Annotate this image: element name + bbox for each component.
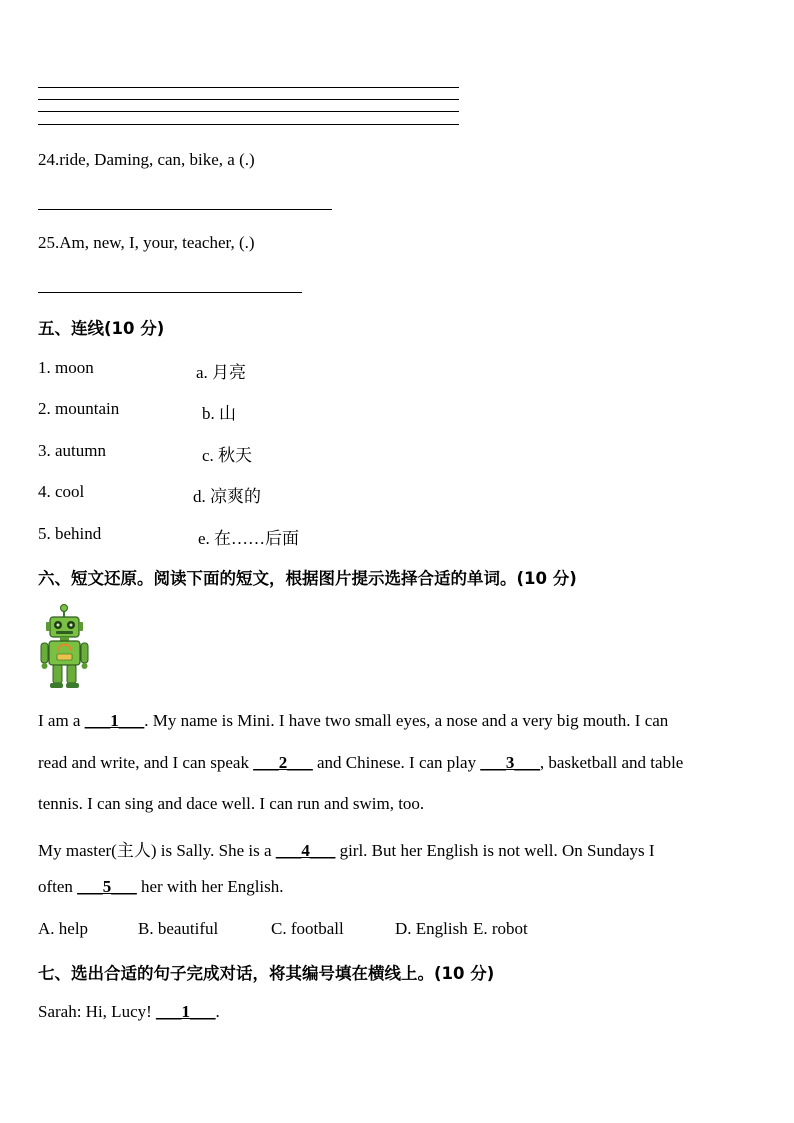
blank-1[interactable]: ___1___ <box>84 711 145 730</box>
match-left-2: 2. mountain <box>38 399 120 418</box>
sentence-25 <box>38 233 255 253</box>
passage-line-3: tennis. I can sing and dace well. I can run and swim, too. <box>38 794 425 813</box>
sentence-number: 24. <box>38 150 60 169</box>
section6-title: 六、短文还原。阅读下面的短文，根据图片提示选择合适的单词。(10 分) <box>38 569 577 588</box>
passage-line-2: read and write, and I can speak ___2___ and Chinese. I can play ___3___, basketball and table <box>38 753 684 772</box>
sentence-24 <box>38 150 255 170</box>
robot-icon <box>38 603 92 691</box>
match-left-3: 3. autumn <box>38 441 106 460</box>
blank-3[interactable]: ___3___ <box>480 753 540 772</box>
answer-line[interactable] <box>38 292 302 293</box>
section7-title: 七、选出合适的句子完成对话，将其编号填在横线上。(10 分) <box>38 964 495 983</box>
answer-line <box>38 87 459 88</box>
match-right-5: e. 在……后面 <box>198 529 300 548</box>
blank-5[interactable]: ___5___ <box>77 877 137 896</box>
answer-line <box>38 111 459 112</box>
robot-icon <box>38 603 92 691</box>
passage-line-1: I am a ___1___. My name is Mini. I have two small eyes, a nose and a very big mouth. I can <box>38 711 669 730</box>
match-left-4: 4. cool <box>38 482 85 501</box>
passage-line-4: My master(主人) is Sally. She is a ___4___ girl. But her English is not well. On Sundays I <box>38 841 655 860</box>
answer-line <box>38 124 459 125</box>
blank-4[interactable]: ___4___ <box>275 841 336 860</box>
dialogue-blank-1[interactable]: ___1___ <box>156 1002 216 1021</box>
answer-line <box>38 99 459 100</box>
match-right-4: d. 凉爽的 <box>193 487 261 506</box>
option-d: D. English <box>395 919 468 938</box>
sentence-number: 25. <box>38 233 60 252</box>
match-left-5: 5. behind <box>38 524 102 543</box>
section5-title: 五、连线(10 分) <box>38 319 165 338</box>
option-b: B. beautiful <box>138 919 219 938</box>
dialogue-line-1: Sarah: Hi, Lucy! ___1___. <box>38 1002 220 1021</box>
option-e: E. robot <box>473 919 528 938</box>
option-c: C. football <box>271 919 344 938</box>
match-right-2: b. 山 <box>202 404 236 423</box>
match-right-3: c. 秋天 <box>202 446 253 465</box>
sentence-words: ride, Daming, can, bike, a (.) <box>59 150 255 169</box>
match-right-1: a. 月亮 <box>196 363 247 382</box>
match-left-1: 1. moon <box>38 358 94 377</box>
blank-2[interactable]: ___2___ <box>253 753 313 772</box>
option-a: A. help <box>38 919 89 938</box>
answer-line[interactable] <box>38 209 332 210</box>
passage-line-5: often ___5___ her with her English. <box>38 877 284 896</box>
sentence-words: Am, new, I, your, teacher, (.) <box>59 233 255 252</box>
